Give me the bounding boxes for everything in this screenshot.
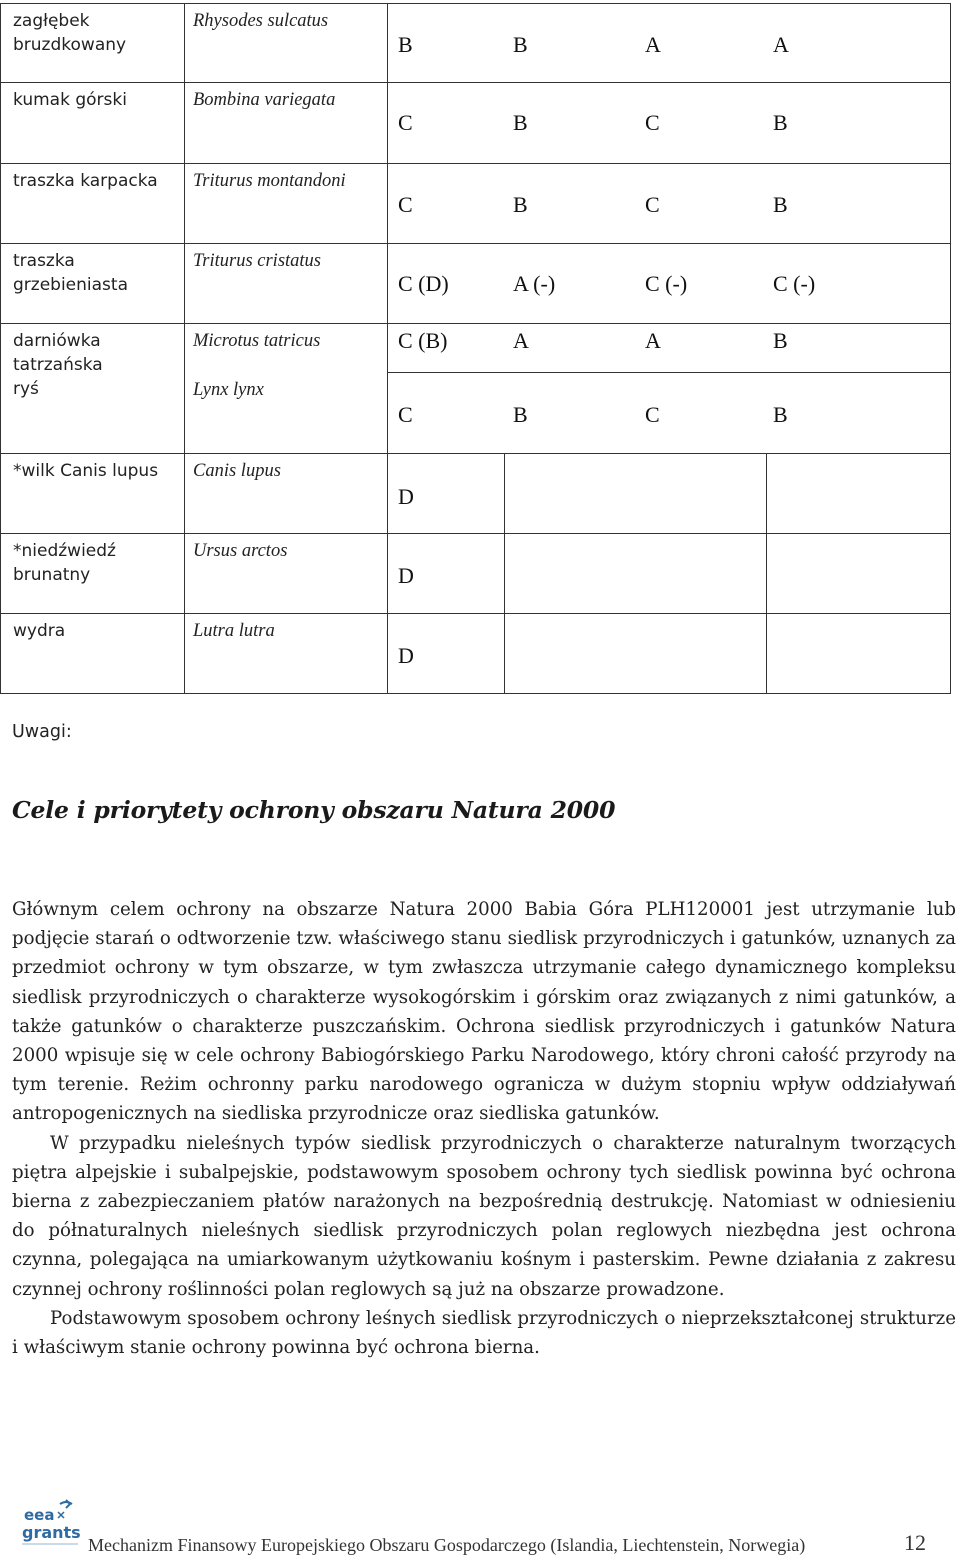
polish-name-cell: *niedźwiedź brunatny: [1, 534, 185, 614]
table-row: [1, 454, 951, 534]
grade-value: B: [773, 110, 788, 135]
table-row: [1, 324, 951, 454]
grade-cell: [767, 454, 951, 534]
polish-name-cell: zagłębek bruzdkowany: [1, 4, 185, 83]
table-row: [1, 83, 951, 164]
eea-grants-logo-icon: [22, 1498, 82, 1554]
table-row: [1, 4, 951, 83]
grade-value: C: [645, 402, 660, 427]
latin-name: Microtus tatricus: [193, 331, 321, 351]
eea-grants-logo: [22, 1498, 82, 1554]
polish-name: darniówka tatrzańska: [13, 331, 103, 375]
grades-cell: [388, 324, 951, 454]
logo-text-eea: eea: [24, 1506, 55, 1524]
grade-value: B: [513, 110, 528, 135]
grade-value: A (-): [513, 271, 556, 296]
page-number: 12: [904, 1530, 926, 1555]
grade-value: C: [398, 402, 413, 427]
grade-value: B: [398, 32, 413, 57]
polish-name-cell: traszka grzebieniasta: [1, 244, 185, 324]
latin-name: Lynx lynx: [193, 380, 264, 400]
latin-name-cell: Triturus cristatus: [185, 244, 388, 324]
latin-name-cell: Canis lupus: [185, 454, 388, 534]
grades-cell: [388, 244, 951, 324]
latin-name-cell: Triturus montandoni: [185, 164, 388, 244]
table-row: [1, 534, 951, 614]
latin-name-cell: Ursus arctos: [185, 534, 388, 614]
grade-value: C: [398, 110, 413, 135]
grade-value: C: [645, 192, 660, 217]
grade-value: A: [645, 32, 661, 57]
grade-value: C (B): [398, 328, 448, 353]
grade-value: B: [513, 192, 528, 217]
latin-name-cell: Rhysodes sulcatus: [185, 4, 388, 83]
grades-cell: [388, 83, 951, 164]
polish-name-cell: *wilk Canis lupus: [1, 454, 185, 534]
table-row: [1, 164, 951, 244]
body-text: [12, 895, 956, 1362]
grade-value: A: [513, 328, 529, 353]
grade-value: C (-): [645, 271, 688, 296]
grades-cell: [388, 4, 951, 83]
grade-value: B: [513, 32, 528, 57]
grade-cell: [767, 534, 951, 614]
table-row: [1, 614, 951, 694]
grade-cell: [388, 534, 505, 614]
grade-value: B: [513, 402, 528, 427]
grade-value: B: [773, 192, 788, 217]
grade-value: D: [398, 563, 414, 588]
section-heading: Cele i priorytety ochrony obszaru Natura 2000: [12, 796, 616, 824]
paragraph: Głównym celem ochrony na obszarze Natura 2000 Babia Góra PLH120001 jest utrzymanie lub podjęcie starań o odtworzenie tzw. właściwego stanu siedlisk przyrodniczych i gatunków, uznanych za przedmiot ochrony w tym obszarze, w tym zwłaszcza utrzymanie całego dynamicznego kompleksu siedlisk przyrodniczych o charakterze wysokogórskim i górskim oraz związanych z nimi gatunków, a także gatunków o charakterze puszczańskim. Ochrona siedlisk przyrodniczych i gatunków Natura 2000 wpisuje się w cele ochrony Babiogórskiego Parku Narodowego, który chroni całość przyrody na tym terenie. Reżim ochronny parku narodowego ogranicza w dużym stopniu wpływ oddziaływań antropogenicznych na siedliska przyrodnicze oraz siedliska gatunków.: [12, 899, 956, 1125]
polish-name-cell: [1, 324, 185, 454]
grade-value: C: [398, 192, 413, 217]
grade-value: C: [645, 110, 660, 135]
latin-name-cell: Bombina variegata: [185, 83, 388, 164]
species-assessment-table: [0, 3, 951, 694]
grade-cell: [505, 534, 767, 614]
grade-cell: [388, 454, 505, 534]
grade-value: B: [773, 328, 788, 353]
grade-value: D: [398, 484, 414, 509]
grade-value: A: [645, 328, 661, 353]
polish-name-cell: traszka karpacka: [1, 164, 185, 244]
grades-cell: [388, 164, 951, 244]
logo-text-grants: grants: [22, 1523, 81, 1542]
grade-cell: [388, 614, 505, 694]
remarks-label: Uwagi:: [12, 722, 72, 742]
grade-value: C (D): [398, 271, 449, 296]
footer-text: Mechanizm Finansowy Europejskiego Obszaru Gospodarczego (Islandia, Liechtenstein, Norwegia): [88, 1535, 806, 1555]
grade-value: B: [773, 402, 788, 427]
table-row: [1, 244, 951, 324]
grade-value: A: [773, 32, 789, 57]
grade-cell: [505, 614, 767, 694]
grade-value: C (-): [773, 271, 816, 296]
grade-value: D: [398, 643, 414, 668]
grade-cell: [767, 614, 951, 694]
polish-name: ryś: [13, 379, 39, 399]
grade-cell: [505, 454, 767, 534]
latin-name-cell: Lutra lutra: [185, 614, 388, 694]
latin-name-cell: [185, 324, 388, 454]
paragraph: Podstawowym sposobem ochrony leśnych siedlisk przyrodniczych o nieprzekształconej strukturze i właściwym stanie ochrony powinna być ochrona bierna.: [12, 1307, 956, 1359]
polish-name-cell: kumak górski: [1, 83, 185, 164]
paragraph: W przypadku nieleśnych typów siedlisk przyrodniczych o charakterze naturalnym tworzących piętra alpejskie i subalpejskie, podstawowym sposobem ochrony tych siedlisk powinna być ochrona bierna z zabezpieczaniem płatów narażonych na bezpośrednią destrukcję. Natomiast w odniesieniu do półnaturalnych nieleśnych siedlisk przyrodniczych polan reglowych niezbędna jest ochrona czynna, polegająca na umiarkowanym użytkowaniu kośnym i pasterskim. Pewne działania z zakresu czynnej ochrony roślinności polan reglowych są już na obszarze prowadzone.: [12, 1132, 956, 1300]
polish-name-cell: wydra: [1, 614, 185, 694]
row-divider: [388, 372, 950, 373]
